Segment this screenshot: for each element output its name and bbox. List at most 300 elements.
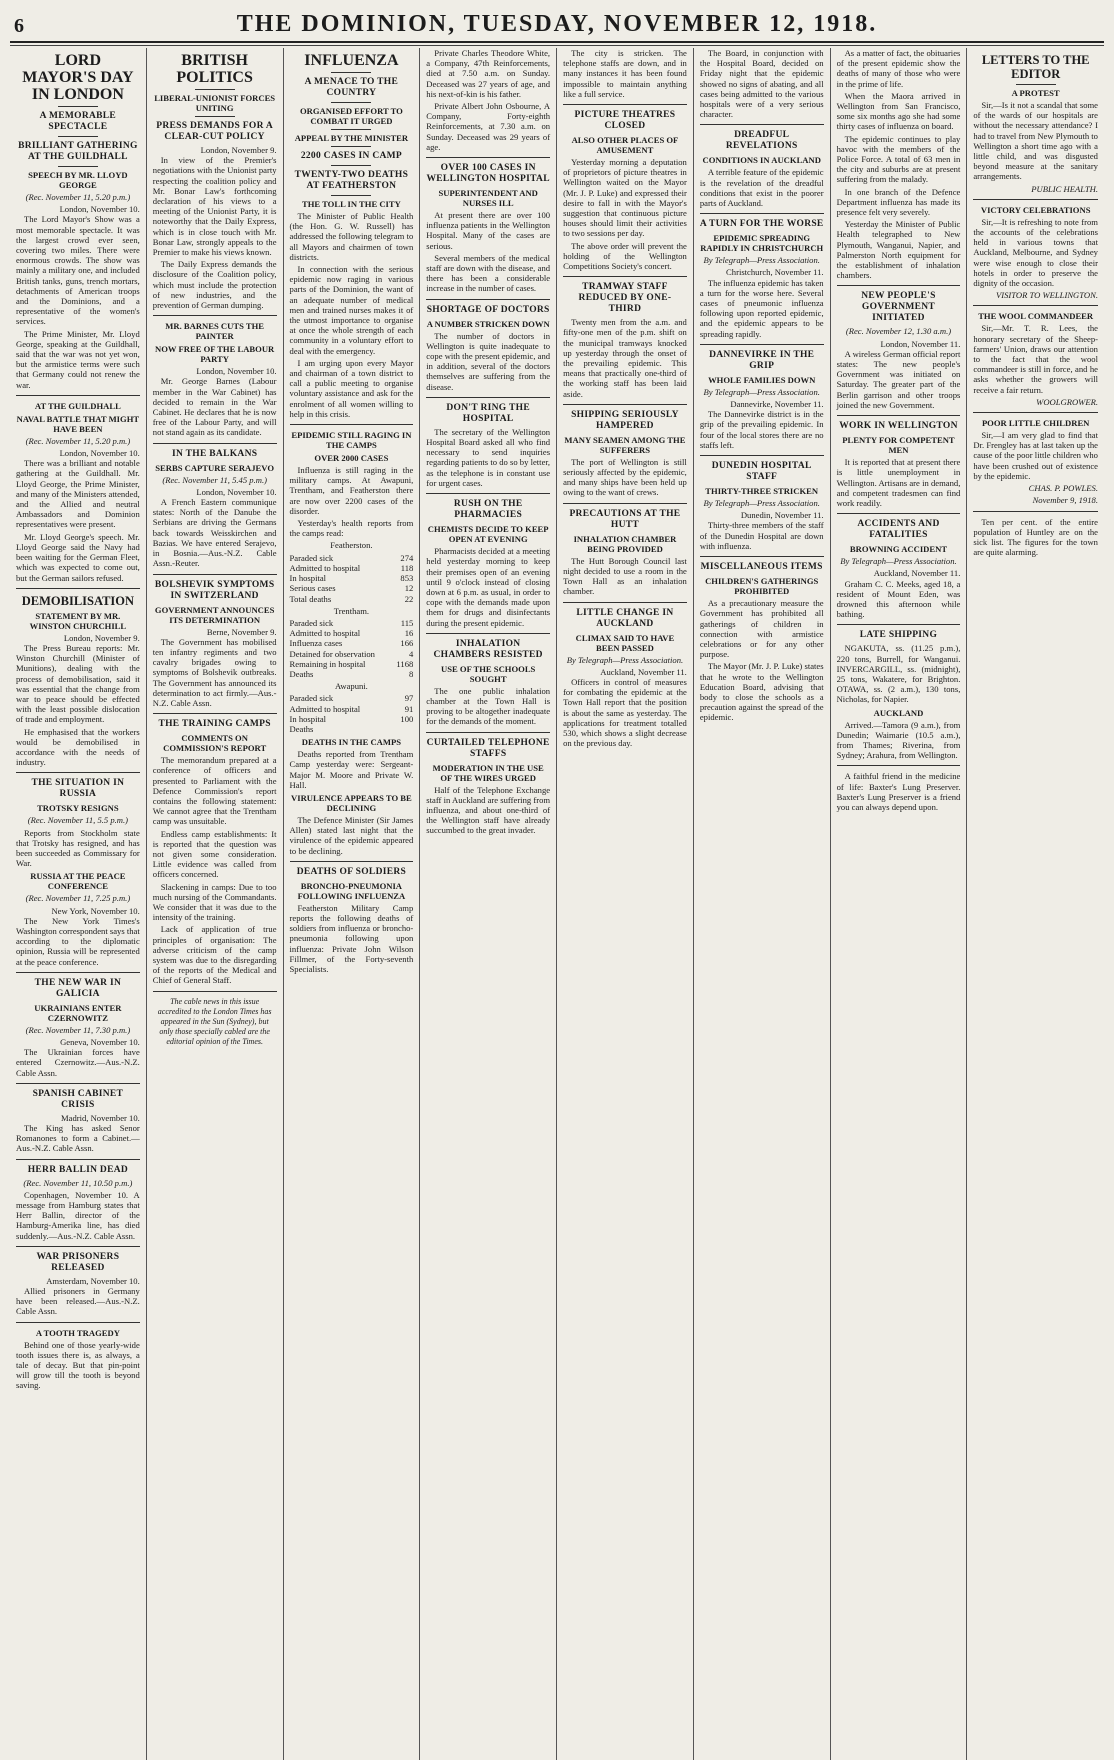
stats-value (389, 724, 413, 734)
article-paragraph: A faithful friend in the medicine of life: Baxter's Lung Preserver. Baxter's Lung Preserver is a friend you can always depend upon. (836, 771, 961, 812)
headline: TRAMWAY STAFF REDUCED BY ONE-THIRD (578, 282, 672, 315)
article-paragraph: Yesterday the Minister of Public Health telegraphed to New Plymouth, Wanganui, Napier, and Palmerston North equipment for the establishment of inhalation chambers. (836, 219, 961, 281)
dateline: London, November 11. (880, 338, 961, 349)
article-paragraph: The Lord Mayor's Show was a most memorable spectacle. It was the largest crowd ever seen, covering two miles. There were enormous crowds. The show was mainly a military one, and included British tanks, guns, trench mortars, detachments of American troops and the Dominions, and a representative of the women's services. (16, 214, 140, 327)
article-paragraph: The Government has mobilised ten infantry regiments and two cavalry brigades owing to symptoms of Bolshevik outbreaks. The Government has announced its determination to act firmly.—Aus.-N.Z. Cable Assn. (152, 636, 277, 708)
headline: BOLSHEVIK SYMPTOMS IN SWITZERLAND (154, 579, 275, 601)
article-paragraph: The Press Bureau reports: Mr. Winston Churchill (Minister of Munitions), dealing with the process of demobilisation, said it was essential that the change from war to peace should be effected with the least possible dislocation of trade and employment. (16, 642, 140, 725)
subheadline: POOR LITTLE CHILDREN (981, 418, 1090, 429)
dateline: London, November 10. (59, 204, 140, 215)
headline: RUSH ON THE PHARMACIES (453, 499, 523, 521)
stats-title: Awapuni. (334, 681, 368, 692)
stats-row (290, 714, 414, 724)
article-paragraph: He emphasised that the workers would be demobilised in accordance with the needs of industry. (16, 726, 140, 768)
stats-title: Featherston. (330, 540, 373, 551)
article-paragraph: The New York Times's Washington correspondent says that according to the diplomatic opinion, Russia will be represented at the peace conference. (16, 915, 140, 967)
headline: PRECAUTIONS AT THE HUTT (569, 508, 681, 530)
headline: SHIPPING SERIOUSLY HAMPERED (571, 409, 679, 431)
subheadline: THE TOLL IN THE CITY (301, 199, 401, 209)
article-paragraph: The Mayor (Mr. J. P. Luke) states that he wrote to the Wellington Education Board, advising that body to close the schools as a precaution against the spread of the epidemic. (699, 661, 824, 723)
subheadline: CHEMISTS DECIDE TO KEEP OPEN AT EVENING (427, 524, 549, 545)
stats-label: Total deaths (289, 593, 332, 604)
stats-label: Deaths (289, 668, 314, 679)
headline: DANNEVIRKE IN THE GRIP (709, 349, 815, 371)
dateline: Dannevirke, November 11. (730, 399, 824, 410)
subheadline: COMMENTS ON COMMISSION'S REPORT (163, 733, 267, 754)
headline: SPANISH CABINET CRISIS (32, 1088, 124, 1110)
divider (331, 72, 371, 73)
article-paragraph: The number of doctors in Wellington is quite inadequate to cope with the present epidemic, and in addition, several of the doctors themselves are suffering from the disease. (426, 330, 551, 392)
subheadline: A TOOTH TRAGEDY (35, 1327, 120, 1338)
article-paragraph: The Prime Minister, Mr. Lloyd George, speaking at the Guildhall, said that the war was not yet won, but the armistice terms were such that Germany could not renew the war. (16, 328, 140, 390)
headline: INFLUENZA (304, 52, 399, 69)
article-paragraph: Twenty men from the a.m. and fifty-one men of the p.m. shift on the municipal tramways knocked up yesterday through the onset of the prevailing epidemic. This means that practically one-third of the working staff has been laid aside. (563, 317, 687, 399)
divider (426, 397, 550, 398)
stats-label: Admitted to hospital (289, 628, 361, 639)
article-paragraph: When the Maora arrived in Wellington from San Francisco, some six months ago she had some thirty cases of influenza on board. (836, 90, 961, 132)
divider (563, 276, 687, 277)
stats-value: 166 (400, 638, 414, 649)
divider (973, 199, 1098, 200)
article-paragraph: As a matter of fact, the obituaries of the present epidemic show the deaths of many of those who were in the prime of life. (836, 48, 961, 89)
subheadline: PLENTY FOR COMPETENT MEN (842, 435, 955, 456)
article-paragraph: The King has asked Senor Romanones to form a Cabinet.—Aus.-N.Z. Cable Assn. (16, 1123, 140, 1154)
dateline: New York, November 10. (51, 905, 140, 916)
subheadline: A MENACE TO THE COUNTRY (304, 77, 399, 98)
article-paragraph: Private Charles Theodore White, a Company, 47th Reinforcements, died at 7.50 a.m. on Sunday. Deceased was 27 years of age, and his next-of-kin is his father. (426, 48, 551, 99)
divider (195, 89, 235, 90)
headline: MISCELLANEOUS ITEMS (700, 562, 823, 573)
dateline: By Telegraph—Press Association. (703, 255, 820, 266)
article-paragraph: Yesterday morning a deputation of proprietors of picture theatres in Wellington waited on the Mayor (Mr. J. P. Luke) and expressed their desire to fall in with the Mayor's suggestion that continuous picture houses should limit their activities to two sessions per day. (563, 157, 687, 239)
divider (153, 574, 277, 575)
dateline: (Rec. November 11, 5.20 p.m.) (25, 435, 131, 446)
subheadline: A NUMBER STRICKEN DOWN (426, 318, 550, 329)
divider (837, 513, 961, 514)
article-paragraph: Pharmacists decided at a meeting held yesterday morning to keep their premises open of an evening until 9 o'clock instead of closing down at 6 p.m. as usual, in order to cope with the demands made upon them for drugs and disinfectants during the present epidemic. (426, 546, 551, 628)
divider (153, 443, 277, 444)
subheadline: AUCKLAND (873, 707, 924, 718)
columns (10, 48, 1104, 1760)
article-paragraph: A French Eastern communique states: North of the Danube the Serbians are driving the Germans back towards Weisskirchen and Bazias. We have entered Serajevo, in Bosnia.—Aus.-N.Z. Cable Assn.-Reuter. (152, 497, 277, 569)
article-paragraph: The epidemic continues to play havoc with the members of the Police Force. A total of 63 men in the city and suburbs are at present suffering from the malady. (836, 133, 961, 185)
stats-row (290, 724, 414, 734)
divider (837, 624, 961, 625)
headline: DUNEDIN HOSPITAL STAFF (711, 461, 812, 483)
headline: LATE SHIPPING (859, 630, 938, 641)
article-paragraph: The memorandum prepared at a conference of officers and presented to Parliament with the Defence Commission's report contains the following statement: We cannot agree that the Trentham camp was unsuitable. (152, 755, 277, 827)
headline: LITTLE CHANGE IN AUCKLAND (576, 607, 674, 629)
article-paragraph: It is reported that at present there is little unemployment in Wellington. Artisans are in demand, and competent tradesmen can find work readily. (836, 457, 961, 508)
stats-value: 22 (404, 593, 414, 604)
stats-table-awapuni (290, 693, 414, 734)
subheadline: USE OF THE SCHOOLS SOUGHT (441, 663, 536, 684)
dateline: Geneva, November 10. (60, 1036, 140, 1047)
headline: THE NEW WAR IN GALICIA (34, 977, 122, 999)
stats-value: 8 (409, 668, 414, 679)
subheadline: CONDITIONS IN AUCKLAND (702, 155, 821, 166)
letter-date: November 9, 1918. (1032, 495, 1098, 506)
stats-value: 118 (400, 562, 414, 573)
article-paragraph: The Board, in conjunction with the Hospital Board, decided on Friday night that the epidemic showed no signs of abating, and all cases being admitted to the various hospitals were of a very serious character. (699, 48, 824, 120)
dateline: (Rec. November 11, 10.50 p.m.) (23, 1177, 133, 1188)
headline: THE TRAINING CAMPS (158, 719, 271, 730)
stats-label: In hospital (289, 713, 327, 724)
divider (837, 765, 961, 766)
divider (153, 713, 277, 714)
subheadline: UKRAINIANS ENTER CZERNOWITZ (34, 1002, 122, 1023)
dateline: By Telegraph—Press Association. (840, 556, 957, 567)
stats-title: Trentham. (333, 605, 370, 616)
subheadline: APPEAL BY THE MINISTER (294, 133, 409, 143)
article-paragraph: Deaths reported from Trentham Camp yesterday were: Sergeant-Major M. Moore and Private W. Hall. (289, 749, 414, 790)
stats-label: Admitted to hospital (289, 703, 361, 714)
article-paragraph: Several members of the medical staff are down with the disease, and there has been a considerable increase in the number of cases. (426, 252, 551, 294)
column-6 (694, 48, 831, 1760)
article-paragraph: Yesterday's health reports from the camps read: (289, 518, 414, 539)
headline: DEMOBILISATION (21, 593, 135, 608)
article-paragraph: There was a brilliant and notable gathering at the Guildhall. Mr. Lloyd George, the Prime Minister, and many of the Ministers attended, and the Allied and neutral Ambassadors and Dominion representatives were present. (16, 458, 140, 530)
article-paragraph: Graham C. C. Meeks, aged 18, a resident of Mount Eden, was drowned this afternoon while bathing. (836, 578, 961, 620)
divider (195, 116, 235, 117)
article-paragraph: Slackening in camps: Due to too much nursing of the Commandants. We consider that it was due to the intensity of the training. (152, 881, 277, 923)
dateline: London, November 10. (196, 366, 277, 377)
stats-table-trentham (290, 618, 414, 679)
subheadline: DEATHS IN THE CAMPS (301, 737, 402, 748)
headline: DEATHS OF SOLDIERS (296, 866, 407, 877)
stats-row (290, 553, 414, 563)
subheadline: VICTORY CELEBRATIONS (980, 204, 1091, 215)
stats-row (290, 638, 414, 648)
divider (290, 424, 414, 425)
subheadline: TROTSKY RESIGNS (37, 803, 119, 814)
subheadline: SERBS CAPTURE SERAJEVO (155, 462, 275, 473)
headline: HERR BALLIN DEAD (27, 1164, 129, 1175)
article-paragraph: In one branch of the Defence Department influenza has made its presence felt very severely. (836, 186, 961, 218)
divider (700, 344, 824, 345)
subheadline: WHOLE FAMILIES DOWN (708, 374, 816, 385)
column-8 (967, 48, 1104, 1760)
stats-label: Paraded sick (289, 552, 334, 563)
article-paragraph: The Hutt Borough Council last night decided to use a room in the Town Hall as an inhalation chamber. (563, 555, 687, 597)
column-1 (10, 48, 147, 1760)
letter-signature: VISITOR TO WELLINGTON. (996, 290, 1098, 301)
stats-label: Influenza cases (289, 638, 343, 649)
divider (563, 602, 687, 603)
article-paragraph: A terrible feature of the epidemic is the revelation of the dreadful conditions that exist in the poorer parts of Auckland. (699, 167, 824, 209)
divider (16, 1159, 140, 1160)
divider (153, 991, 277, 992)
stats-table-featherston (290, 553, 414, 604)
subheadline: A PROTEST (1011, 88, 1060, 98)
dateline: Amsterdam, November 10. (46, 1275, 140, 1286)
subheadline: ORGANISED EFFORT TO COMBAT IT URGED (299, 106, 403, 126)
article-paragraph: Thirty-three members of the staff of the Dunedin Hospital are down with influenza. (699, 520, 824, 551)
article-paragraph: Arrived.—Tamora (9 a.m.), from Dunedin; Waimarie (10.5 a.m.), from Thames; Riverina, from Sydney; Arahura, from Wellington. (836, 719, 961, 761)
subheadline: BRONCHO-PNEUMONIA FOLLOWING INFLUENZA (297, 880, 406, 901)
divider (563, 404, 687, 405)
article-paragraph: The Dannevirke district is in the grip of the prevailing epidemic. In four of the local stores there are no staffs left. (699, 409, 824, 450)
divider (700, 455, 824, 456)
stats-value: 1168 (396, 658, 414, 669)
stats-row (290, 659, 414, 669)
stats-label: Admitted to hospital (289, 562, 361, 573)
article-paragraph: The secretary of the Wellington Hospital Board asked all who find necessary to send inquiries regarding patients to do so by letter, as the telephone is in constant use for urgent cases. (426, 426, 551, 488)
divider (331, 195, 371, 196)
paper-title: THE DOMINION, TUESDAY, NOVEMBER 12, 1918. (236, 11, 878, 37)
headline: LORD MAYOR'S DAY IN LONDON (22, 52, 134, 103)
article-paragraph: In view of the Premier's negotiations with the Unionist party respecting the coalition policy and Mr. Bonar Law's forthcoming declaration of his views to a meeting of the Unionist Party, it is noteworthy that the Daily Express, which is in close touch with Mr. Bonar Law, strongly appeals to the Premier to make his views known. (152, 155, 277, 258)
stats-row (290, 669, 414, 679)
subheadline: SPEECH BY MR. LLOYD GEORGE (28, 170, 128, 190)
headline: OVER 100 CASES IN WELLINGTON HOSPITAL (426, 163, 550, 185)
article-paragraph: In connection with the serious epidemic now raging in various parts of the Dominion, the want of an adequate number of medical men and trained nurses makes it of the utmost importance to organise at once the whole strength of each community in a voluntary effort to deal with the emergency. (289, 264, 414, 356)
subheadline: CHILDREN'S GATHERINGS PROHIBITED (705, 576, 819, 597)
subheadline: STATEMENT BY MR. WINSTON CHURCHILL (29, 610, 127, 631)
subheadline: SUPERINTENDENT AND NURSES ILL (438, 188, 538, 209)
stats-value: 115 (400, 617, 414, 628)
dateline: Christchurch, November 11. (726, 267, 824, 278)
letter-signature: WOOLGROWER. (1036, 396, 1098, 407)
column-2 (147, 48, 284, 1760)
stats-row (290, 649, 414, 659)
dateline: By Telegraph—Press Association. (703, 498, 820, 509)
stats-row (290, 573, 414, 583)
divider (563, 104, 687, 105)
divider (563, 503, 687, 504)
letter-signature: PUBLIC HEALTH. (1031, 183, 1098, 194)
stats-value: 97 (404, 693, 414, 704)
column-3 (284, 48, 421, 1760)
subheadline: MANY SEAMEN AMONG THE SUFFERERS (564, 434, 686, 455)
divider (16, 1083, 140, 1084)
letter-paragraph: Sir,—Is it not a scandal that some of the wards of our hospitals are without the necessary attendance? I had to travel from New Plymouth to Wellington a short time ago with a little child, and was disgusted beyond measure at the sanitary arrangements. (973, 100, 1098, 182)
subheadline: A MEMORABLE SPECTACLE (39, 111, 117, 132)
column-4 (420, 48, 557, 1760)
divider (426, 493, 550, 494)
stats-value: 100 (400, 713, 414, 724)
headline: PICTURE THEATRES CLOSED (574, 110, 676, 132)
article-paragraph: Officers in control of measures for combating the epidemic at the Town Hall report that the position is about the same as yesterday. The applications for treatment totalled 530, which shows a slight decrease on the previous day. (563, 676, 687, 749)
dateline: Dunedin, November 11. (740, 510, 824, 521)
subheadline: THE WOOL COMMANDEER (978, 311, 1094, 322)
subheadline: EPIDEMIC SPREADING RAPIDLY IN CHRISTCHURCH (700, 233, 824, 254)
masthead-rule (10, 45, 1104, 46)
subheadline: RUSSIA AT THE PEACE CONFERENCE (30, 871, 126, 892)
stats-row (290, 704, 414, 714)
article-paragraph: The Daily Express demands the disclosure of the Coalition policy, which must include the protection of new industries, and the prevention of German dumping. (152, 259, 277, 311)
stats-row (290, 594, 414, 604)
article-paragraph: A wireless German official report states: The new people's Government was initiated on Saturday. The greater part of the Berlin garrison and other troops joined the new Government. (836, 348, 961, 410)
article-paragraph: The Minister of Public Health (the Hon. G. W. Russell) has addressed the following telegram to all Mayors and chairmen of town districts. (289, 211, 414, 262)
stats-value: 16 (404, 628, 414, 639)
dateline: By Telegraph—Press Association. (703, 386, 820, 397)
headline: THE SITUATION IN RUSSIA (31, 778, 125, 800)
article-paragraph: Mr. George Barnes (Labour member in the War Cabinet) has decided to remain in the War Cabinet. He declares that he is now free of the Labour Party, and will not stand again as its candidate. (152, 376, 277, 438)
subheadline: ALSO OTHER PLACES OF AMUSEMENT (571, 135, 679, 156)
divider (426, 157, 550, 158)
stats-label: In hospital (289, 573, 327, 584)
headline: CURTAILED TELEPHONE STAFFS (426, 737, 550, 759)
divider (58, 136, 98, 137)
article-paragraph: Half of the Telephone Exchange staff in Auckland are suffering from influenza, and about one-third of the Wellington staff have already succumbed to the great invader. (426, 784, 551, 836)
article-paragraph: Copenhagen, November 10. A message from Hamburg states that Herr Ballin, director of the Hamburg-Amerika line, has died suddenly.—Aus.-N.Z. Cable Assn. (16, 1189, 140, 1241)
stats-value: 274 (400, 552, 414, 563)
dateline: Auckland, November 11. (600, 666, 687, 677)
dateline: London, November 10. (59, 448, 140, 459)
article-paragraph: Ten per cent. of the entire population of Huntley are on the sick list. The figures for the town are quite alarming. (973, 516, 1098, 558)
article-paragraph: The city is stricken. The telephone staffs are down, and in many instances it has been found impossible to maintain anything like a full service. (563, 48, 687, 99)
dateline: By Telegraph—Press Association. (566, 654, 684, 665)
stats-row (290, 628, 414, 638)
subheadline: INHALATION CHAMBER BEING PROVIDED (573, 533, 677, 554)
subheadline: MODERATION IN THE USE OF THE WIRES URGED (432, 762, 544, 783)
divider (700, 124, 824, 125)
divider (331, 129, 371, 130)
article-paragraph: Allied prisoners in Germany have been released.—Aus.-N.Z. Cable Assn. (16, 1286, 140, 1317)
dateline: (Rec. November 11, 7.30 p.m.) (25, 1024, 131, 1035)
divider (1016, 84, 1056, 85)
divider (973, 412, 1098, 413)
headline: NEW PEOPLE'S GOVERNMENT INITIATED (861, 291, 936, 324)
article-paragraph: Behind one of those yearly-wide tooth issues there is, as always, a tale of decay. But that pin-point will grow till the tooth is beyond saving. (16, 1339, 140, 1391)
dateline: London, November 9. (63, 632, 140, 643)
article-paragraph: Lack of application of true principles of organisation: The adverse criticism of the camp system was due to the disregarding of the reports of the Medical and Chief of General Staff. (152, 924, 277, 986)
subheadline: EPIDEMIC STILL RAGING IN THE CAMPS (291, 430, 412, 451)
divider (16, 395, 140, 396)
dateline: London, November 10. (196, 486, 277, 497)
subheadline: MR. BARNES CUTS THE PAINTER (165, 321, 264, 342)
divider (16, 1246, 140, 1247)
letter-paragraph: Sir,—Mr. T. R. Lees, the honorary secretary of the Sheep-farmers' Union, draws our attention to the fact that the wool commandeer is still in force, and he asks whether the growers will receive a fair return. (973, 323, 1098, 395)
subheadline: GOVERNMENT ANNOUNCES ITS DETERMINATION (154, 604, 275, 625)
divider (153, 315, 277, 316)
headline: DON'T RING THE HOSPITAL (446, 402, 530, 424)
letter-signature: CHAS. P. POWLES. (1028, 483, 1098, 494)
article-paragraph: Reports from Stockholm state that Trotsky has resigned, and has been succeeded as Commissary for War. (16, 827, 140, 869)
article-paragraph: Influenza is still raging in the military camps. At Awapuni, Trentham, and Featherston there are now over 2200 cases of the disorder. (289, 465, 414, 516)
subheadline: VIRULENCE APPEARS TO BE DECLINING (291, 792, 412, 813)
stats-label: Detained for observation (289, 648, 375, 659)
headline: WORK IN WELLINGTON (839, 421, 958, 432)
divider (700, 213, 824, 214)
article-paragraph: NGAKUTA, ss. (11.25 p.m.), 220 tons, Burrell, for Wanganui. INVERCARGILL, ss. (midnight), 25 tons, Wakatere, for Brighton. OTAWA, ss. (2 a.m.), 130 tons, Nicholas, for Napier. (836, 643, 961, 705)
subheadline: AT THE GUILDHALL (34, 400, 121, 411)
headline: SHORTAGE OF DOCTORS (426, 304, 550, 315)
article-paragraph: The Ukrainian forces have entered Czernowitz.—Aus.-N.Z. Cable Assn. (16, 1047, 140, 1078)
divider (16, 588, 140, 589)
divider (973, 511, 1098, 512)
article-paragraph: At present there are over 100 influenza patients in the Wellington Hospital. Many of the cases are serious. (426, 210, 551, 251)
divider (58, 166, 98, 167)
headline: IN THE BALKANS (171, 448, 258, 459)
dateline: (Rec. November 11, 5.5 p.m.) (27, 815, 129, 826)
subheadline: OVER 2000 CASES (314, 453, 389, 464)
dateline: Auckland, November 11. (873, 568, 961, 579)
divider (290, 861, 414, 862)
divider (16, 1322, 140, 1323)
article-paragraph: The one public inhalation chamber at the Town Hall is proving to be altogether inadequate for the demands of the moment. (426, 685, 551, 727)
divider (16, 972, 140, 973)
headline: LETTERS TO THE EDITOR (981, 53, 1090, 81)
stats-value: 853 (400, 573, 414, 584)
headline: BRITISH POLITICS (176, 52, 253, 86)
column-5 (557, 48, 694, 1760)
stats-value: 4 (409, 648, 414, 659)
article-paragraph: The influenza epidemic has taken a turn for the worse here. Several cases of pneumonic influenza following upon reported epidemic, and the epidemic appears to be spreading rapidly. (699, 277, 824, 339)
stats-value: 91 (404, 703, 414, 714)
article-paragraph: Featherston Military Camp reports the following deaths of soldiers from influenza or broncho-pneumonia following upon influenza: Private John Wilson Fillmer, of the Forty-seventh Specialists. (289, 902, 414, 974)
column-7 (831, 48, 968, 1760)
dateline: (Rec. November 12, 1.30 a.m.) (845, 326, 952, 337)
subheadline: 2200 CASES IN CAMP (300, 151, 403, 161)
subheadline: CLIMAX SAID TO HAVE BEEN PASSED (575, 632, 675, 653)
headline: INHALATION CHAMBERS RESISTED (433, 638, 543, 660)
article-paragraph: The above order will prevent the holding of the Wellington Competitions Society's concert. (563, 240, 687, 272)
divider (700, 556, 824, 557)
divider (16, 772, 140, 773)
article-paragraph: Mr. Lloyd George's speech. Mr. Lloyd George said the Navy had been waiting for the German Fleet, which was expected to come out, but the German sailors refused. (16, 531, 140, 583)
article-paragraph: Endless camp establishments: It is reported that the question was not given some consideration. Little evidence was called from officers concerned. (152, 828, 277, 880)
headline: DREADFUL REVELATIONS (725, 130, 798, 152)
stats-label: Serious cases (289, 583, 336, 594)
subheadline: NAVAL BATTLE THAT MIGHT HAVE BEEN (16, 413, 140, 434)
divider (426, 633, 550, 634)
headline: A TURN FOR THE WORSE (699, 219, 824, 230)
article-paragraph: As a precautionary measure the Government has prohibited all gatherings of children in connection with armistice celebrations or for any other purpose. (699, 598, 824, 660)
divider (973, 305, 1098, 306)
dateline: (Rec. November 11, 5.20 p.m.) (25, 192, 131, 202)
subheadline: TWENTY-TWO DEATHS AT FEATHERSTON (294, 170, 409, 191)
stats-row (290, 563, 414, 573)
divider (837, 285, 961, 286)
dateline: (Rec. November 11, 5.45 p.m.) (162, 474, 267, 485)
dateline: London, November 9. (200, 145, 277, 155)
article-paragraph: Private Albert John Osbourne, A Company, Forty-eighth Reinforcements, at 7.30 a.m. on Sunday. Deceased was 29 years of age. (426, 101, 551, 152)
stats-label: Paraded sick (289, 693, 334, 704)
article-paragraph: I am urging upon every Mayor and chairman of a town district to call a public meeting to organise voluntary assistance and ask for the enrolment of all women willing to help in this crisis. (289, 357, 414, 419)
divider (331, 165, 371, 166)
editorial-note: The cable news in this issue accredited to the London Times has appeared in the Sun (Sydney), but only those specially cabled are the editorial opinion of the Times. (157, 996, 272, 1047)
stats-row (290, 618, 414, 628)
dateline: Madrid, November 10. (61, 1112, 140, 1123)
dateline: (Rec. November 11, 7.25 p.m.) (25, 893, 131, 904)
stats-label: Paraded sick (289, 617, 334, 628)
divider (331, 146, 371, 147)
article-paragraph: The port of Wellington is still seriously affected by the epidemic, and many ships have been held up owing to the want of crews. (563, 456, 687, 498)
stats-row (290, 693, 414, 703)
letter-paragraph: Sir,—I am very glad to find that Dr. Frengley has at last taken up the cause of the poor little children who have been crushed out of existence by the epidemic. (973, 430, 1098, 481)
stats-label: Remaining in hospital (289, 658, 366, 669)
subheadline: NOW FREE OF THE LABOUR PARTY (155, 344, 275, 365)
stats-row (290, 583, 414, 593)
subheadline: BRILLIANT GATHERING AT THE GUILDHALL (18, 141, 138, 162)
divider (837, 415, 961, 416)
headline: ACCIDENTS AND FATALITIES (857, 519, 940, 541)
dateline: Berne, November 9. (206, 626, 277, 637)
article-paragraph: The Defence Minister (Sir James Allen) stated last night that the virulence of the epidemic appeared to be declining. (289, 814, 414, 856)
divider (331, 102, 371, 103)
subheadline: THIRTY-THREE STRICKEN (705, 486, 819, 497)
subheadline: LIBERAL-UNIONIST FORCES UNITING (154, 93, 276, 113)
divider (426, 732, 550, 733)
stats-value: 12 (404, 583, 414, 594)
stats-label: Deaths (289, 723, 314, 734)
letter-paragraph: Sir,—It is refreshing to note from the accounts of the celebrations held in various towns that Auckland, Melbourne, and Sydney were wise enough to close their hotels in order to preserve the dignity of the occasion. (973, 216, 1098, 289)
page-number: 6 (14, 15, 24, 37)
headline: WAR PRISONERS RELEASED (36, 1251, 120, 1273)
divider (426, 299, 550, 300)
